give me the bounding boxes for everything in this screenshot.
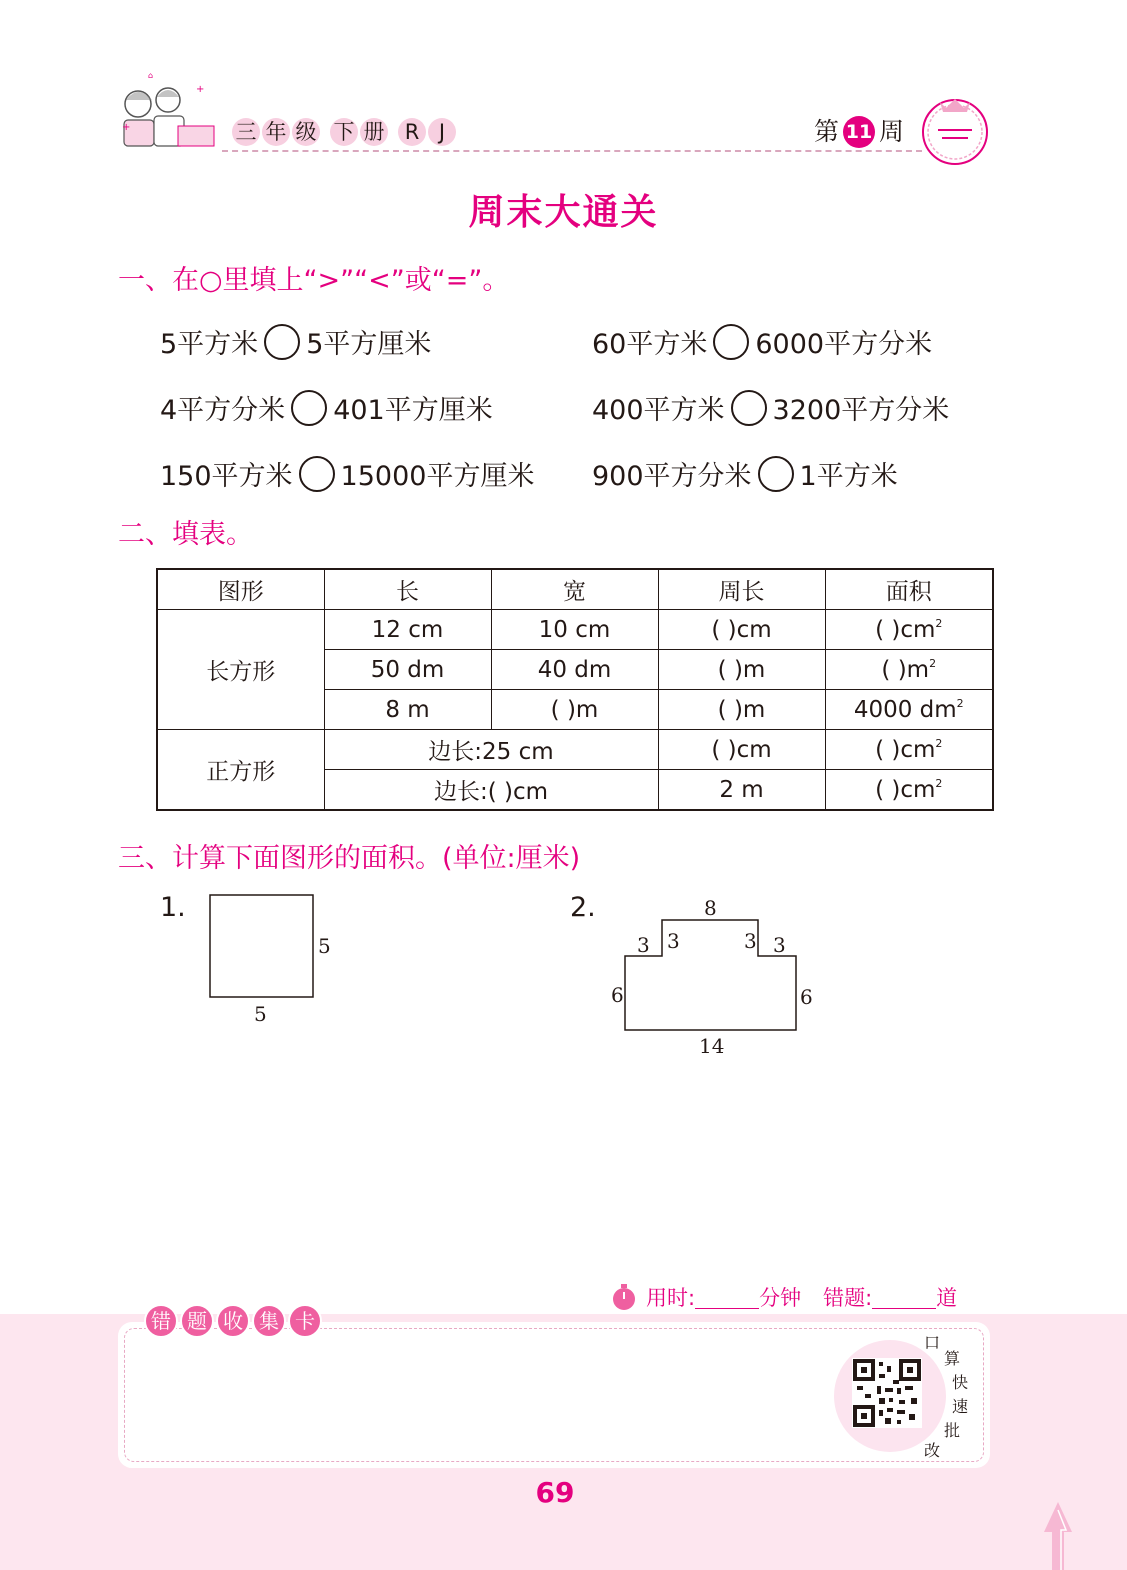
errors-blank[interactable]	[872, 1286, 936, 1309]
answer-cell[interactable]: ( )m	[658, 690, 825, 730]
figure2-bottom-label: 14	[699, 1034, 725, 1058]
column-header: 长	[324, 569, 491, 610]
table-cell: 边长:25 cm	[324, 730, 658, 770]
table-cell: 10 cm	[491, 610, 658, 650]
table-cell: 12 cm	[324, 610, 491, 650]
column-header: 图形	[157, 569, 324, 610]
time-blank[interactable]	[695, 1286, 759, 1309]
column-header: 周长	[658, 569, 825, 610]
table-cell: 8 m	[324, 690, 491, 730]
figure1-right-label: 5	[318, 934, 331, 958]
grade-char: J	[428, 118, 456, 146]
answer-cell[interactable]: ( )m	[491, 690, 658, 730]
stopwatch-icon	[610, 1283, 638, 1311]
column-header: 宽	[491, 569, 658, 610]
figure2-top-label: 8	[704, 896, 717, 920]
answer-cell[interactable]: ( )cm	[658, 610, 825, 650]
grade-label	[232, 118, 458, 146]
answer-circle[interactable]	[758, 456, 794, 492]
brand-seal-icon	[918, 92, 992, 166]
grade-char: R	[398, 118, 426, 146]
answer-cell[interactable]: ( )$m^2$	[825, 650, 993, 690]
fill-table	[156, 568, 994, 811]
table-cell: 2 m	[658, 770, 825, 811]
answer-circle[interactable]	[299, 456, 335, 492]
qr-caption-char: 速	[952, 1397, 969, 1416]
time-record-line: 用时: 分钟 错题: 道	[610, 1282, 957, 1312]
header-dashed-rule	[222, 150, 922, 152]
answer-circle[interactable]	[264, 324, 300, 360]
answer-circle[interactable]	[731, 390, 767, 426]
grade-char: 年	[262, 118, 290, 146]
answer-circle[interactable]	[713, 324, 749, 360]
compare-item: 400平方米 3200平方分米	[592, 388, 949, 427]
section2-heading: 二、填表。	[118, 519, 253, 550]
answer-cell[interactable]: ( )m	[658, 650, 825, 690]
grade-char: 三	[232, 118, 260, 146]
figure1-square	[200, 886, 350, 1036]
compare-item: 150平方米 15000平方厘米	[160, 454, 534, 493]
shape-label: 长方形	[157, 610, 324, 730]
figure2-left-step-h-label: 3	[637, 933, 650, 957]
figure2-stepped-shape	[610, 910, 810, 1040]
compare-item: 5平方米 5平方厘米	[160, 322, 431, 361]
table-row	[157, 730, 993, 770]
section1-heading: 一、在○里填上“>”“<”或“=”。	[118, 265, 510, 296]
qr-caption-char: 口	[924, 1333, 941, 1352]
qr-caption-char: 快	[952, 1373, 969, 1392]
children-illustration	[118, 70, 218, 154]
table-cell: 40 dm	[491, 650, 658, 690]
figure2-right-step-h-label: 3	[773, 933, 786, 957]
grade-char: 下	[330, 118, 358, 146]
grade-char: 册	[360, 118, 388, 146]
page-number: 69	[535, 1476, 575, 1509]
qr-code-icon[interactable]	[852, 1358, 922, 1428]
figure2-left-label: 6	[611, 983, 624, 1007]
svg-text:+: +	[196, 84, 205, 95]
figure2-number: 2.	[570, 892, 596, 923]
figure1-number: 1.	[160, 892, 186, 923]
answer-cell[interactable]: ( )$cm^2$	[825, 610, 993, 650]
compare-item: 60平方米 6000平方分米	[592, 322, 932, 361]
table-cell: 4000 $dm^2$	[825, 690, 993, 730]
grade-char: 级	[292, 118, 320, 146]
figure2-left-step-v-label: 3	[667, 929, 680, 953]
answer-cell[interactable]: ( )cm	[658, 730, 825, 770]
svg-text:+: +	[122, 122, 131, 133]
svg-text:⌂: ⌂	[148, 71, 154, 80]
table-row	[157, 610, 993, 650]
shape-label: 正方形	[157, 730, 324, 811]
compare-item: 900平方分米 1平方米	[592, 454, 898, 493]
week-number-badge: 11	[843, 116, 875, 148]
figure1-bottom-label: 5	[254, 1002, 267, 1026]
qr-caption-char: 算	[944, 1349, 961, 1368]
answer-cell[interactable]: ( )$cm^2$	[825, 770, 993, 811]
error-card-label: 错 题 收 集 卡	[144, 1304, 322, 1338]
qr-caption-char: 批	[944, 1421, 961, 1440]
page-title: 周末大通关	[468, 192, 659, 233]
figure2-right-step-v-label: 3	[744, 929, 757, 953]
figure2-right-label: 6	[800, 985, 813, 1009]
table-header-row	[157, 569, 993, 610]
compare-item: 4平方分米 401平方厘米	[160, 388, 493, 427]
qr-caption-char: 改	[924, 1441, 941, 1460]
column-header: 面积	[825, 569, 993, 610]
answer-cell[interactable]: 边长:( )cm	[324, 770, 658, 811]
arrow-up-icon	[1040, 1500, 1076, 1570]
answer-cell[interactable]: ( )$cm^2$	[825, 730, 993, 770]
table-cell: 50 dm	[324, 650, 491, 690]
answer-circle[interactable]	[291, 390, 327, 426]
week-label: 第 11 周	[814, 117, 905, 146]
section3-heading: 三、计算下面图形的面积。(单位:厘米)	[118, 843, 581, 874]
